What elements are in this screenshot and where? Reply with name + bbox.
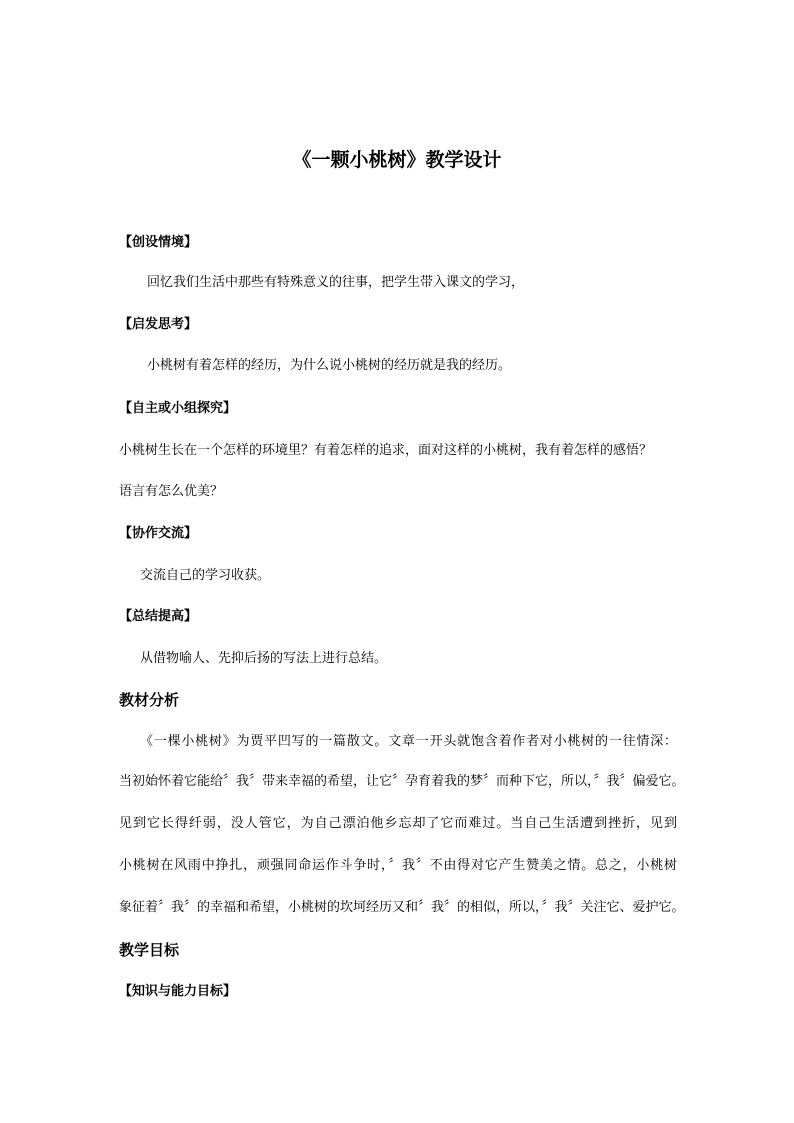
material-analysis-line-4: 小桃树在风雨中挣扎，顽强同命运作斗争时，〞我〞不由得对它产生赞美之情。总之，小桃树 (119, 858, 677, 873)
heading-cooperation: 【协作交流】 (119, 526, 198, 541)
paragraph-cooperation: 交流自己的学习收获。 (140, 568, 271, 583)
heading-knowledge-ability-goals: 【知识与能力目标】 (119, 984, 237, 999)
heading-teaching-goals: 教学目标 (119, 941, 180, 959)
paragraph-independent-study-line-2: 语言有怎么优美？ (119, 484, 224, 499)
paragraph-independent-study-line-1: 小桃树生长在一个怎样的环境里？有着怎样的追求，面对这样的小桃树，我有着怎样的感悟？ (119, 443, 653, 458)
paragraph-create-situation: 回忆我们生活中那些有特殊意义的往事，把学生带入课文的学习， (147, 275, 525, 290)
heading-independent-study: 【自主或小组探究】 (119, 401, 237, 416)
material-analysis-line-3: 见到它长得纤弱，没人管它，为自己漂泊他乡忘却了它而难过。当自己生活遭到挫折，见到 (119, 816, 677, 831)
page-title: 《一颗小桃树》教学设计 (292, 149, 502, 171)
heading-material-analysis: 教材分析 (119, 691, 180, 709)
material-analysis-line-2: 当初始怀着它能给〞我〞带来幸福的希望，让它〞孕育着我的梦〞而种下它，所以，〞我〞偏爱它。 (119, 774, 685, 789)
paragraph-inspire-thinking: 小桃树有着怎样的经历，为什么说小桃树的经历就是我的经历。 (147, 358, 512, 373)
material-analysis-line-5: 象征着〞我〞的幸福和希望，小桃树的坎坷经历又和〞我〞的相似，所以，〞我〞关注它、爱护它。 (119, 900, 685, 915)
heading-inspire-thinking: 【启发思考】 (119, 317, 198, 332)
heading-summary: 【总结提高】 (119, 609, 198, 624)
paragraph-summary: 从借物喻人、先抑后扬的写法上进行总结。 (140, 651, 388, 666)
material-analysis-line-1: 《一棵小桃树》为贾平凹写的一篇散文。文章一开头就饱含着作者对小桃树的一往情深： (140, 734, 677, 749)
heading-create-situation: 【创设情境】 (119, 235, 198, 250)
